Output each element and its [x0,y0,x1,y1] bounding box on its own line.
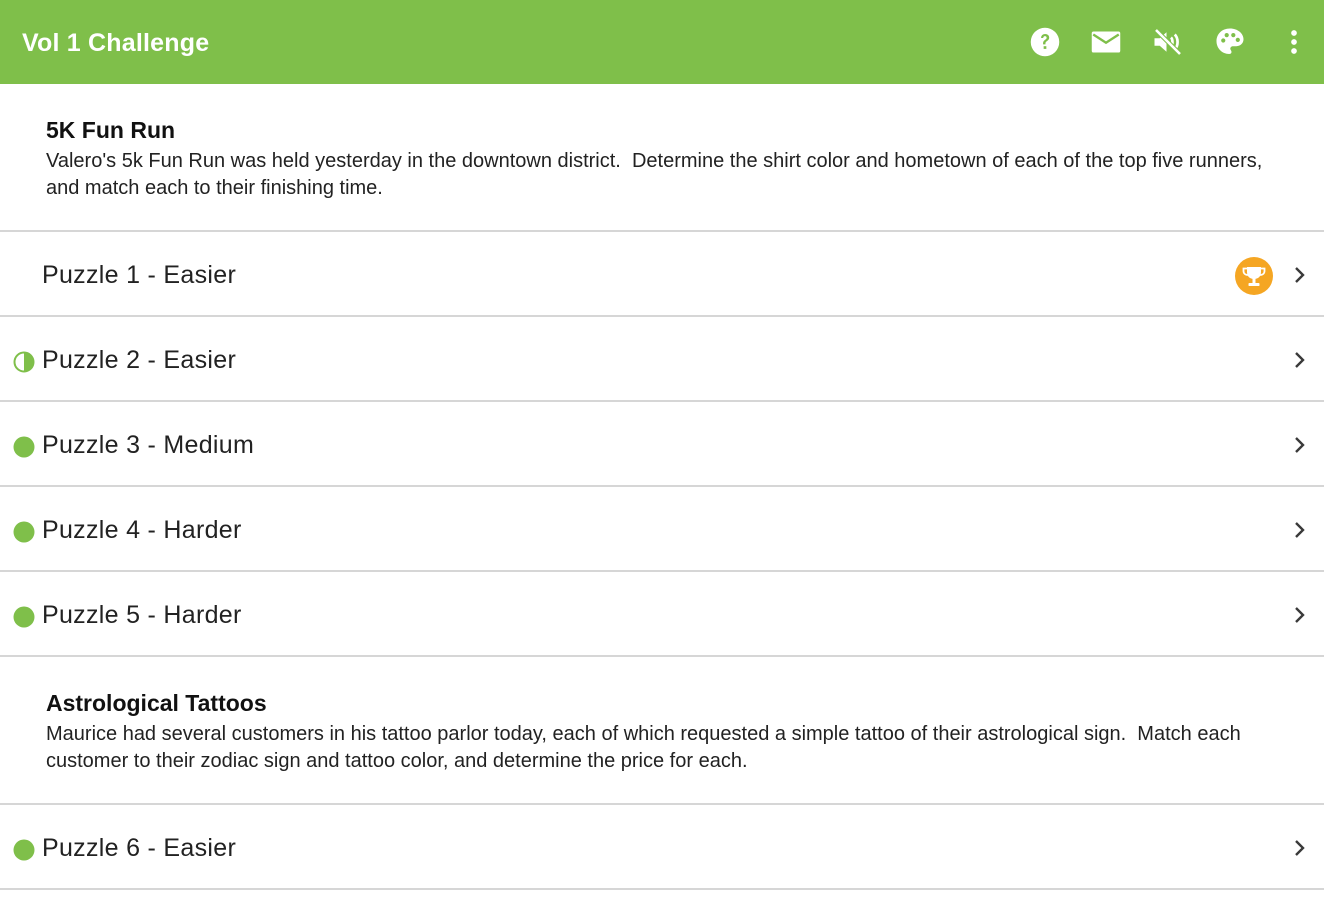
puzzle-row[interactable] [0,572,1324,657]
help-icon[interactable] [1027,24,1063,60]
puzzle-list [0,84,1324,890]
puzzle-row[interactable] [0,805,1324,890]
complete-dot-icon [13,839,35,861]
puzzle-label: Puzzle 3 - Medium [42,431,255,459]
chevron-right-icon [1290,260,1310,290]
section-title: Astrological Tattoos [46,690,267,716]
chevron-right-icon [1290,833,1310,863]
complete-dot-icon [13,436,35,458]
puzzle-row[interactable] [0,487,1324,572]
app-title: Vol 1 Challenge [22,29,210,57]
trophy-icon [1234,256,1274,296]
puzzle-row[interactable] [0,232,1324,317]
more-vert-icon[interactable] [1284,24,1304,60]
app-bar [0,0,1324,84]
puzzle-label: Puzzle 5 - Harder [42,601,242,629]
puzzle-label: Puzzle 4 - Harder [42,516,242,544]
section-description: Valero's 5k Fun Run was held yesterday in the downtown district. Determine the shirt color and hometown of each of the top five runners, and match each to their finishing time. [46,150,1268,199]
puzzle-row[interactable] [0,317,1324,402]
chevron-right-icon [1290,345,1310,375]
complete-dot-icon [13,606,35,628]
section-header [0,657,1324,805]
section-description: Maurice had several customers in his tattoo parlor today, each of which requested a simple tattoo of their astrological sign. Match each customer to their zodiac sign and tattoo color, and determine the price for each. [46,723,1247,772]
chevron-right-icon [1290,600,1310,630]
section-title: 5K Fun Run [46,117,176,143]
volume-off-icon[interactable] [1150,24,1186,60]
puzzle-label: Puzzle 1 - Easier [42,261,237,289]
puzzle-row[interactable] [0,402,1324,487]
half-progress-icon [13,351,35,373]
palette-icon[interactable] [1212,24,1248,60]
mail-icon[interactable] [1088,24,1124,60]
puzzle-label: Puzzle 2 - Easier [42,346,237,374]
chevron-right-icon [1290,430,1310,460]
chevron-right-icon [1290,515,1310,545]
complete-dot-icon [13,521,35,543]
section-header [0,84,1324,232]
puzzle-label: Puzzle 6 - Easier [42,834,237,862]
